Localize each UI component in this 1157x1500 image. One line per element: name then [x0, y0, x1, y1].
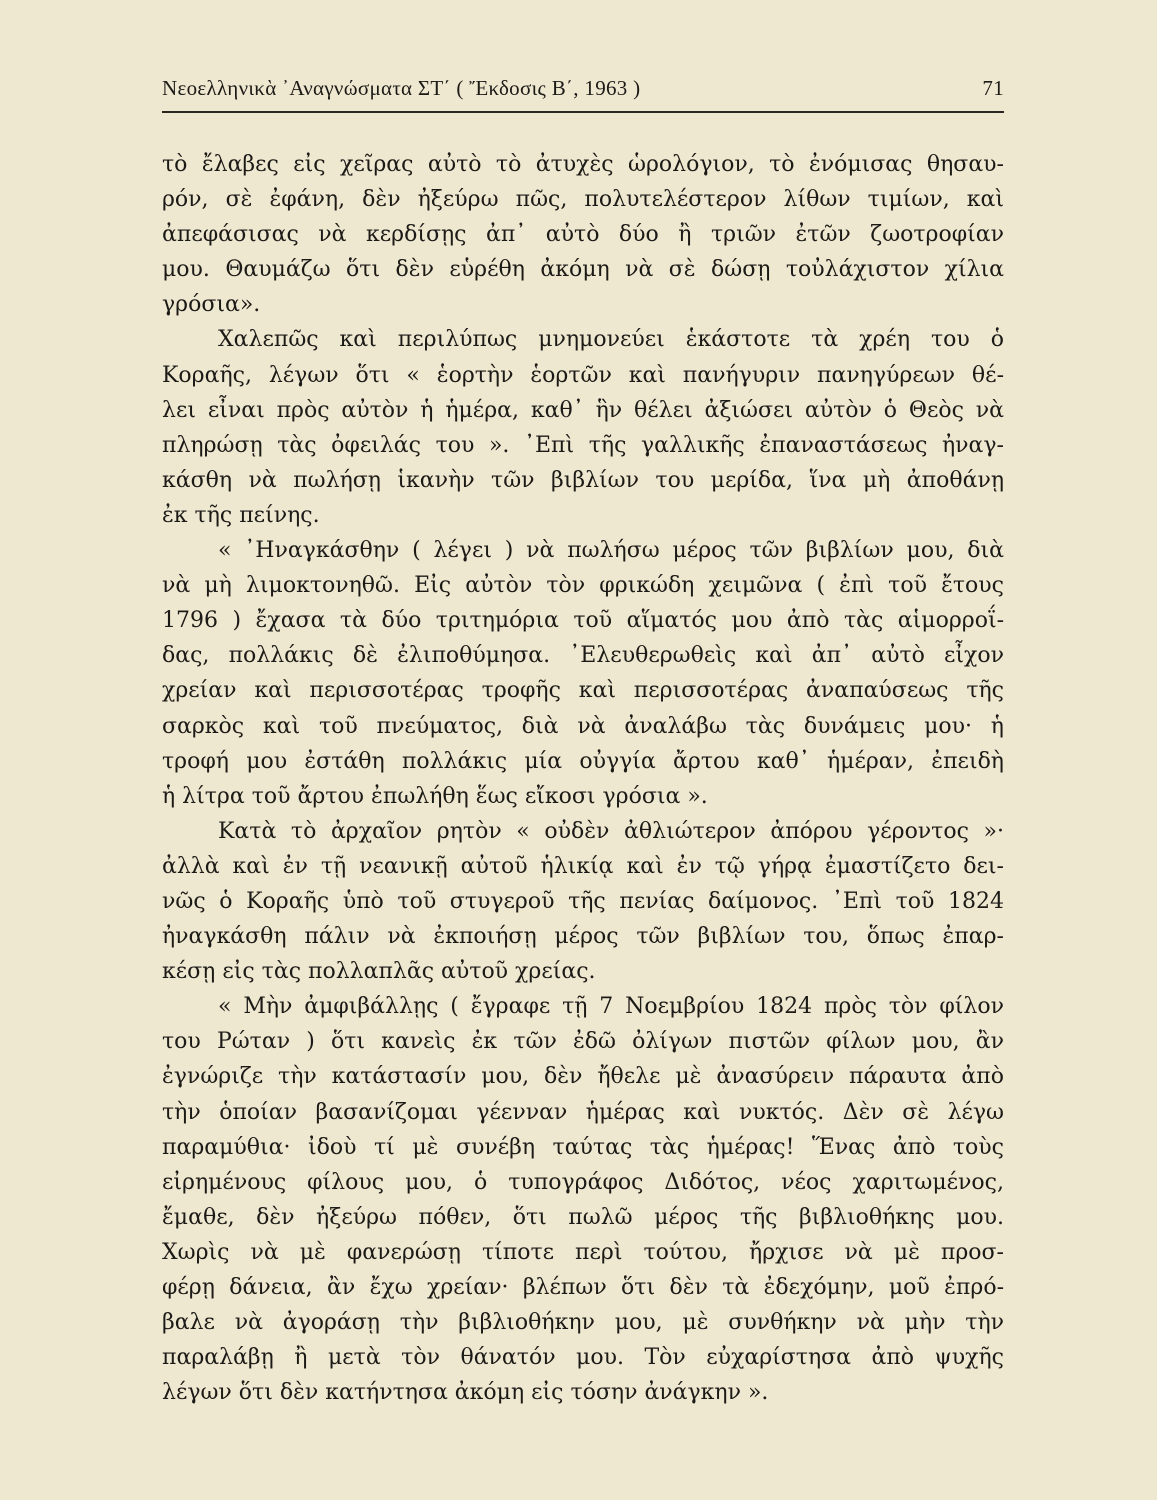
text-line: ρόν, σὲ ἐφάνη, δὲν ἠξεύρω πῶς, πολυτελέστερον λίθων τιμίων, καὶ: [162, 187, 1004, 213]
text-line: του Ρώταν ) ὅτι κανεὶς ἐκ τῶν ἐδῶ ὀλίγων πιστῶν φίλων μου, ἂν: [162, 1029, 1004, 1055]
text-line: Κοραῆς, λέγων ὅτι « ἑορτὴν ἑορτῶν καὶ πανήγυριν πανηγύρεων θέ-: [162, 362, 1004, 388]
text-line: ἐκ τῆς πείνης.: [162, 502, 320, 528]
text-line: μου. Θαυμάζω ὅτι δὲν εὑρέθη ἀκόμη νὰ σὲ δώσῃ τοὐλάχιστον χίλια: [162, 257, 1004, 283]
page-number: 71: [982, 76, 1004, 100]
text-line: ἔμαθε, δὲν ἠξεύρω πόθεν, ὅτι πωλῶ μέρος τῆς βιβλιοθήκης μου.: [162, 1204, 1004, 1230]
text-line: ἐγνώριζε τὴν κατάστασίν μου, δὲν ἤθελε μὲ ἀνασύρειν πάραυτα ἀπὸ: [162, 1064, 1004, 1090]
text-line: ἀπεφάσισας νὰ κερδίσῃς ἀπ᾿ αὐτὸ δύο ἢ τριῶν ἐτῶν ζωοτροφίαν: [162, 222, 1004, 248]
text-line: 1796 ) ἔχασα τὰ δύο τριτημόρια τοῦ αἵματός μου ἀπὸ τὰς αἱμορροΐ-: [162, 608, 1004, 634]
text-line: σαρκὸς καὶ τοῦ πνεύματος, διὰ νὰ ἀναλάβω τὰς δυνάμεις μου· ἡ: [162, 713, 1004, 739]
text-line: γρόσια».: [162, 292, 261, 318]
paragraph: [162, 814, 1004, 989]
text-line: βαλε νὰ ἀγοράσῃ τὴν βιβλιοθήκην μου, μὲ συνθήκην νὰ μὴν τὴν: [162, 1310, 1004, 1336]
text-line: πληρώσῃ τὰς ὀφειλάς του ». ᾿Επὶ τῆς γαλλικῆς ἐπαναστάσεως ἠναγ-: [162, 432, 1004, 458]
text-line: τροφή μου ἐστάθη πολλάκις μία οὐγγία ἄρτου καθ᾿ ἡμέραν, ἐπειδὴ: [162, 748, 1004, 774]
text-line: « Μὴν ἀμφιβάλλῃς ( ἔγραφε τῇ 7 Νοεμβρίου 1824 πρὸς τὸν φίλον: [218, 994, 1004, 1020]
text-line: τὸ ἔλαβες εἰς χεῖρας αὐτὸ τὸ ἀτυχὲς ὡρολόγιον, τὸ ἐνόμισας θησαυ-: [162, 152, 1004, 177]
text-line: λει εἶναι πρὸς αὐτὸν ἡ ἡμέρα, καθ᾿ ἣν θέλει ἀξιώσει αὐτὸν ὁ Θεὸς νὰ: [162, 397, 1004, 423]
text-line: Χωρὶς νὰ μὲ φανερώσῃ τίποτε περὶ τούτου, ἤρχισε νὰ μὲ προσ-: [162, 1239, 1004, 1265]
text-line: κέσῃ εἰς τὰς πολλαπλᾶς αὐτοῦ χρείας.: [162, 959, 596, 985]
text-line: Κατὰ τὸ ἀρχαῖον ρητὸν « οὐδὲν ἀθλιώτερον ἀπόρου γέροντος »·: [218, 818, 1004, 844]
text-line: δας, πολλάκις δὲ ἐλιποθύμησα. ᾿Ελευθερωθεὶς καὶ ἀπ᾿ αὐτὸ εἶχον: [162, 643, 1004, 669]
text-line: χρείαν καὶ περισσοτέρας τροφῆς καὶ περισσοτέρας ἀναπαύσεως τῆς: [162, 678, 1004, 704]
paragraph: [162, 147, 1004, 322]
text-line: « ᾿Ηναγκάσθην ( λέγει ) νὰ πωλήσω μέρος τῶν βιβλίων μου, διὰ: [218, 538, 1004, 564]
text-line: κάσθη νὰ πωλήσῃ ἱκανὴν τῶν βιβλίων του μερίδα, ἵνα μὴ ἀποθάνῃ: [162, 467, 1004, 493]
text-line: τὴν ὁποίαν βασανίζομαι γέενναν ἡμέρας καὶ νυκτός. Δὲν σὲ λέγω: [162, 1099, 1004, 1125]
paragraph: [162, 533, 1004, 814]
text-line: ἀλλὰ καὶ ἐν τῇ νεανικῇ αὐτοῦ ἡλικίᾳ καὶ ἐν τῷ γήρᾳ ἐμαστίζετο δει-: [162, 853, 1004, 879]
header-rule: [162, 111, 1004, 113]
text-line: παραμύθια· ἰδοὺ τί μὲ συνέβη ταύτας τὰς ἡμέρας! Ἕνας ἀπὸ τοὺς: [162, 1134, 1004, 1160]
header-title: Νεοελληνικὰ ᾿Αναγνώσματα ΣΤ΄ ( Ἔκδοσις Β΄, 1963 ): [162, 76, 641, 100]
running-header: [162, 76, 1004, 108]
text-line: Χαλεπῶς καὶ περιλύπως μνημονεύει ἑκάστοτε τὰ χρέη του ὁ: [218, 327, 1004, 353]
text-line: ἡ λίτρα τοῦ ἄρτου ἐπωλήθη ἕως εἴκοσι γρόσια ».: [162, 783, 708, 809]
paragraph: [162, 322, 1004, 533]
text-line: φέρῃ δάνεια, ἂν ἔχω χρείαν· βλέπων ὅτι δὲν τὰ ἐδεχόμην, μοῦ ἐπρό-: [162, 1275, 1004, 1300]
text-line: παραλάβῃ ἢ μετὰ τὸν θάνατόν μου. Τὸν εὐχαρίστησα ἀπὸ ψυχῆς: [162, 1345, 1004, 1371]
text-line: νὰ μὴ λιμοκτονηθῶ. Εἰς αὐτὸν τὸν φρικώδη χειμῶνα ( ἐπὶ τοῦ ἔτους: [162, 573, 1004, 599]
text-line: εἰρημένους φίλους μου, ὁ τυπογράφος Διδότος, νέος χαριτωμένος,: [162, 1169, 1004, 1195]
text-line: νῶς ὁ Κοραῆς ὑπὸ τοῦ στυγεροῦ τῆς πενίας δαίμονος. ᾿Επὶ τοῦ 1824: [162, 888, 1004, 914]
paragraph: [162, 989, 1004, 1410]
text-line: ἠναγκάσθη πάλιν νὰ ἐκποιήσῃ μέρος τῶν βιβλίων του, ὅπως ἐπαρ-: [162, 924, 1004, 950]
text-line: λέγων ὅτι δὲν κατήντησα ἀκόμη εἰς τόσην ἀνάγκην ».: [162, 1380, 769, 1406]
page-body: [162, 147, 1004, 1410]
